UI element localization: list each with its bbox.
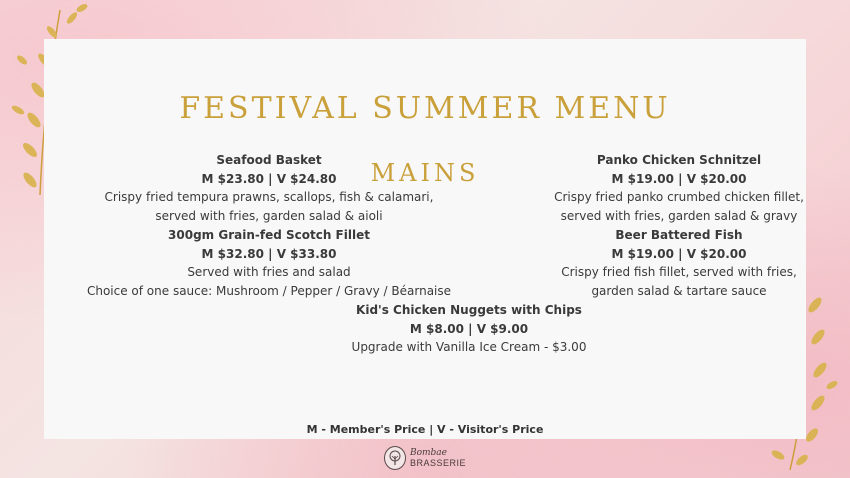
brasserie-logo <box>384 444 466 472</box>
item-desc-line: Crispy fried tempura prawns, scallops, fish & calamari, <box>104 190 434 204</box>
item-name: Kid's Chicken Nuggets with Chips <box>356 303 582 317</box>
tree-logo-icon <box>384 446 406 470</box>
section-heading: MAINS <box>370 159 480 187</box>
item-desc-line: Served with fries and salad <box>187 265 351 279</box>
item-desc-line: Upgrade with Vanilla Ice Cream - $3.00 <box>351 340 587 354</box>
menu-item-beer-battered-fish <box>484 226 850 300</box>
item-price: M $32.80 | V $33.80 <box>201 246 337 261</box>
logo-script-text: Bombae <box>409 448 447 458</box>
item-name: Seafood Basket <box>216 153 322 167</box>
menu-item-kids-nuggets <box>269 301 669 357</box>
menu-item-seafood-basket <box>74 151 464 225</box>
menu-item-panko-schnitzel <box>484 151 850 225</box>
item-price: M $19.00 | V $20.00 <box>611 171 747 186</box>
item-desc-line: Crispy fried panko crumbed chicken fillet, <box>554 190 804 204</box>
menu-item-scotch-fillet <box>74 226 464 300</box>
price-legend: M - Member's Price | V - Visitor's Price <box>306 423 544 436</box>
item-price: M $8.00 | V $9.00 <box>409 321 529 336</box>
item-desc-line: Crispy fried fish fillet, served with fries, <box>561 265 797 279</box>
item-name: Panko Chicken Schnitzel <box>596 153 762 167</box>
item-price: M $23.80 | V $24.80 <box>201 171 337 186</box>
item-price: M $19.00 | V $20.00 <box>611 246 747 261</box>
menu-title: FESTIVAL SUMMER MENU <box>179 91 671 126</box>
logo-word-text: BRASSERIE <box>409 458 466 468</box>
item-desc-line: garden salad & tartare sauce <box>591 283 767 298</box>
item-desc-line: Choice of one sauce: Mushroom / Pepper / Gravy / Béarnaise <box>86 283 452 298</box>
item-desc-line: served with fries, garden salad & gravy <box>560 208 798 223</box>
item-name: Beer Battered Fish <box>615 228 743 242</box>
item-name: 300gm Grain-fed Scotch Fillet <box>168 228 370 242</box>
menu-card <box>44 39 806 439</box>
item-desc-line: served with fries, garden salad & aioli <box>155 208 383 223</box>
